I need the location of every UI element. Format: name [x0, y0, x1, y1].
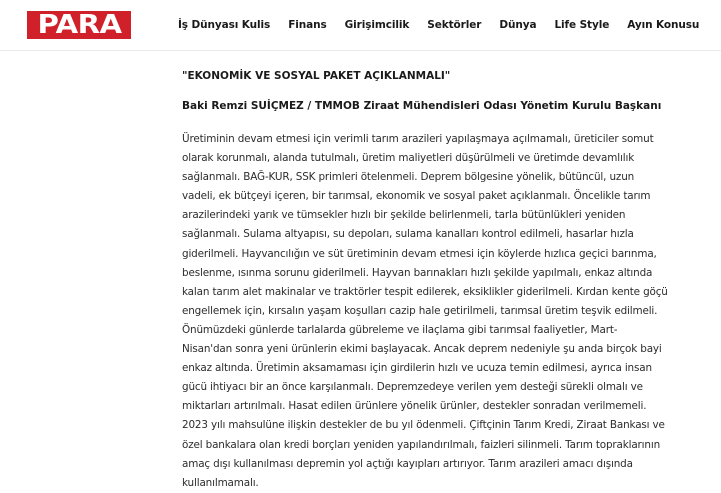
body-line: kalan tarım alet makinalar ve traktörler tespit edilerek, eksiklikler giderilmeli. Kırdan kente göçü: [182, 285, 668, 298]
nav-item-girisimcilik[interactable]: Girişimcilik: [344, 19, 410, 31]
body-line: vadeli, ek bütçeyi içeren, bir tarımsal, ekonomik ve sosyal paket açıklanmalı. Öncelikle tarım: [182, 190, 651, 203]
main-nav: [178, 17, 699, 33]
nav-item-dunya[interactable]: Dünya: [499, 19, 537, 31]
body-line: sağlanmalı. Sulama altyapısı, su depoları, sulama kanalları kontrol edilmeli, hasarlar hızla: [182, 228, 634, 241]
site-header: [0, 0, 721, 51]
nav-item-life-style[interactable]: Life Style: [554, 19, 610, 31]
body-line: giderilmeli. Hayvancılığın ve süt üretiminin devam etmesi için köylerde hızlıca geçici barınma,: [182, 247, 657, 260]
body-line: özel bankalara olan kredi borçları yeniden yapılandırılmalı, faizleri silinmeli. Tarım topraklarının: [182, 438, 661, 451]
body-line: olarak korunmalı, alanda tutulmalı, üretim maliyetleri düşürülmeli ve üretimde devamlılık: [182, 152, 635, 165]
body-line: miktarları artırılmalı. Hasat edilen ürünlere yönelik ürünler, destekler sonradan verilmemeli.: [182, 400, 647, 413]
nav-item-ayin-konusu[interactable]: Ayın Konusu: [627, 19, 700, 31]
body-line: Nisan'dan sonra yeni ürünlerin ekimi başlayacak. Ancak deprem nedeniyle şu anda birçok bayi: [182, 343, 662, 356]
article-byline: Baki Remzi SUİÇMEZ / TMMOB Ziraat Mühendisleri Odası Yönetim Kurulu Başkanı: [182, 100, 662, 112]
body-line: amaç dışı kullanılması depremin yol açtığı kayıpları artırıyor. Tarım arazileri amacı dışında: [182, 457, 633, 470]
body-line: arazilerindeki yarık ve tümsekler hızlı bir şekilde belirlenmeli, tarla bütünlükleri yeniden: [182, 209, 626, 222]
article-heading: "EKONOMİK VE SOSYAL PAKET AÇIKLANMALI": [182, 70, 451, 82]
nav-item-is-dunyasi-kulis[interactable]: İş Dünyası Kulis: [178, 19, 271, 31]
article-body: [182, 130, 700, 493]
article-content: [182, 68, 700, 493]
body-line: engellemek için, kırsalın yaşam koşulları cazip hale getirilmeli, tarımsal üretim teşvik edilmeli.: [182, 304, 658, 317]
nav-item-finans[interactable]: Finans: [288, 19, 327, 31]
para-logo[interactable]: [27, 11, 131, 39]
body-line: Üretiminin devam etmesi için verimli tarım arazileri yapılaşmaya açılmamalı, üreticiler somut: [182, 133, 654, 145]
body-line: 2023 yılı mahsulüne ilişkin destekler de bu yıl ödenmeli. Çiftçinin Tarım Kredi, Ziraat Bankası ve: [182, 419, 665, 432]
body-line: gücü ihtiyacı bir an önce karşılanmalı. Depremzedeye verilen yem desteği sürekli olmalı ve: [182, 381, 643, 394]
logo-text: PARA: [37, 11, 121, 39]
body-line: sağlanmalı. BAĞ-KUR, SSK primleri ötelenmeli. Deprem bölgesine yönelik, bütüncül, uzun: [182, 171, 635, 184]
nav-item-sektorler[interactable]: Sektörler: [427, 19, 482, 31]
body-line: Önümüzdeki günlerde tarlalarda gübreleme ve ilaçlama gibi tarımsal faaliyetler, Mart-: [182, 323, 618, 336]
body-line: kullanılmamalı.: [182, 476, 259, 489]
body-line: enkaz altında. Üretimin aksamaması için girdilerin hızlı ve ucuza temin edilmesi, ayrıca insan: [182, 362, 652, 375]
body-line: beslenme, ısınma sorunu giderilmeli. Hayvan barınakları hızlı şekilde yapılmalı, enkaz altında: [182, 266, 653, 279]
